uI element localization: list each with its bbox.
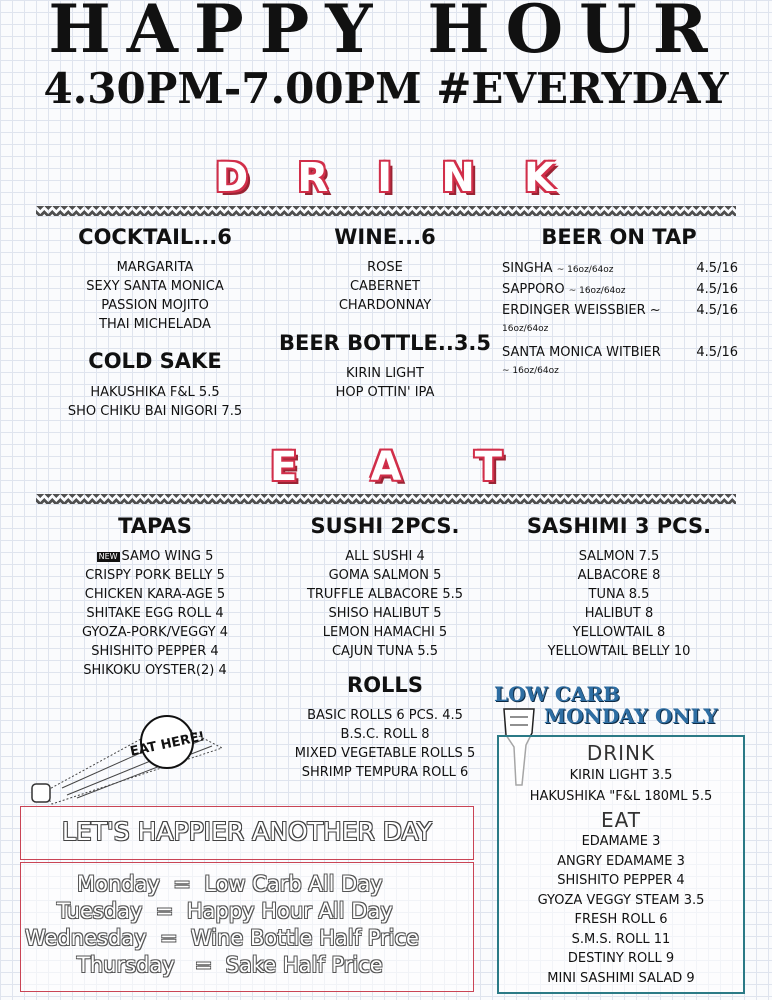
list-item: HOP OTTIN' IPA — [335, 385, 435, 400]
page-subtitle: 4.30PM-7.00PM #EVERYDAY — [43, 64, 729, 113]
list-item: YELLOWTAIL BELLY 10 — [547, 644, 691, 659]
sashimi-list — [500, 547, 738, 661]
another-day-box — [20, 862, 474, 992]
weekday-deal: Sake Half Price — [225, 953, 383, 977]
beer-price: 4.5/16 — [696, 282, 738, 297]
rolls-list — [275, 706, 495, 782]
page-title: HAPPY HOUR — [48, 0, 724, 68]
list-item: FRESH ROLL 6 — [574, 912, 668, 927]
low-carb-drink-list — [499, 766, 743, 806]
list-item: SHITAKE EGG ROLL 4 — [86, 606, 224, 621]
list-item: TRUFFLE ALBACORE 5.5 — [306, 587, 464, 602]
beer-size: ~ 16oz/64oz — [502, 366, 559, 376]
list-item: DESTINY ROLL 9 — [567, 951, 675, 966]
list-item: S.M.S. ROLL 11 — [571, 931, 671, 947]
weekday-deal: Happy Hour All Day — [186, 899, 393, 923]
drink-letter: I — [377, 155, 393, 201]
eat-letter: A — [370, 444, 402, 490]
weekday-row: Monday = Low Carb All Day — [77, 872, 383, 896]
table-row — [502, 302, 738, 338]
weekday-deal: Low Carb All Day — [204, 872, 383, 896]
another-day-title: LET'S HAPPIER ANOTHER DAY — [61, 817, 433, 846]
drink-letter: N — [441, 155, 475, 201]
low-carb-title-2: MONDAY ONLY — [544, 704, 718, 728]
list-item: ROSE — [367, 260, 403, 275]
sushi-heading: SUSHI 2PCS. — [310, 514, 460, 538]
beer-price: 4.5/16 — [696, 345, 738, 360]
list-item: CHARDONNAY — [338, 298, 432, 313]
sushi-list — [285, 547, 485, 661]
beer-size: ~ 16oz/64oz — [568, 286, 626, 296]
list-item: B.S.C. ROLL 8 — [340, 727, 430, 742]
wine-heading: WINE...6 — [334, 225, 436, 249]
list-item: MARGARITA — [116, 260, 194, 275]
weekday-name: Thursday — [77, 953, 175, 977]
list-item: ALL SUSHI 4 — [345, 549, 425, 564]
list-item: MINI SASHIMI SALAD 9 — [547, 970, 695, 986]
list-item: SALMON 7.5 — [578, 549, 660, 564]
beer-price: 4.5/16 — [696, 303, 738, 318]
list-item: GOMA SALMON 5 — [328, 568, 442, 583]
list-item: KIRIN LIGHT 3.5 — [569, 768, 673, 783]
list-item: SHISHITO PEPPER 4 — [557, 873, 685, 888]
beer-price: 4.5/16 — [696, 261, 738, 276]
beer-size: 16oz/64oz — [502, 324, 549, 334]
drink-heading — [215, 156, 555, 200]
table-row — [502, 344, 738, 380]
low-carb-box — [497, 735, 745, 994]
list-item: CHICKEN KARA-AGE 5 — [84, 587, 226, 602]
low-carb-title: LOW CARB — [494, 682, 620, 706]
list-item: BASIC ROLLS 6 PCS. 4.5 — [307, 708, 463, 723]
list-item: MIXED VEGETABLE ROLLS 5 — [294, 746, 476, 761]
list-item: SHISHITO PEPPER 4 — [91, 644, 219, 659]
weekday-row: Wednesday = Wine Bottle Half Price — [25, 926, 419, 950]
beer-size: ~ 16oz/64oz — [556, 265, 614, 275]
list-item: CRISPY PORK BELLY 5 — [85, 568, 225, 583]
list-item: GYOZA VEGGY STEAM 3.5 — [537, 892, 705, 908]
eat-heading — [270, 445, 502, 489]
weekday-name: Wednesday — [25, 926, 147, 950]
list-item: HAKUSHIKA "F&L 180ML 5.5 — [529, 789, 713, 804]
cocktail-heading: COCKTAIL...6 — [78, 225, 232, 249]
weekday-deals — [21, 871, 473, 979]
list-item: ANGRY EDAMAME 3 — [557, 853, 685, 869]
divider — [36, 206, 736, 216]
list-item: ALBACORE 8 — [577, 568, 661, 583]
beer-name: SANTA MONICA WITBIER — [502, 345, 661, 360]
beer-on-tap-table — [502, 260, 738, 382]
table-row — [502, 260, 738, 279]
beer-bottle-list — [285, 364, 485, 402]
list-item: HAKUSHIKA F&L 5.5 — [90, 385, 220, 400]
tapas-heading: TAPAS — [118, 514, 192, 538]
low-carb-eat-head: EAT — [601, 808, 641, 832]
megaphone-illustration — [22, 700, 222, 810]
low-carb-drink-head: DRINK — [586, 741, 656, 765]
drink-letter: R — [297, 155, 329, 201]
list-item: SHISO HALIBUT 5 — [328, 606, 442, 621]
list-item: NEW SAMO WING 5 — [98, 549, 214, 564]
beer-bottle-heading: BEER BOTTLE..3.5 — [278, 331, 492, 355]
drink-letter: K — [523, 155, 555, 201]
eat-here-sign: EAT HERE! — [128, 729, 207, 760]
eat-letter: T — [474, 444, 502, 490]
list-item: THAI MICHELADA — [99, 317, 211, 332]
weekday-name: Tuesday — [57, 899, 143, 923]
cocktail-list — [40, 258, 270, 334]
list-item: KIRIN LIGHT — [346, 366, 424, 381]
list-item: EDAMAME 3 — [581, 834, 661, 849]
wine-list — [285, 258, 485, 315]
beer-on-tap-heading: BEER ON TAP — [541, 225, 697, 249]
list-item: LEMON HAMACHI 5 — [322, 625, 448, 640]
beer-name: SAPPORO — [502, 282, 565, 297]
eat-letter: E — [270, 444, 298, 490]
cold-sake-list — [30, 383, 280, 421]
beer-name: SINGHA — [502, 261, 553, 276]
list-item: PASSION MOJITO — [101, 298, 209, 313]
another-day-header-box — [20, 806, 474, 860]
list-item: GYOZA-PORK/VEGGY 4 — [81, 625, 229, 640]
list-item: HALIBUT 8 — [584, 606, 654, 621]
list-item: YELLOWTAIL 8 — [572, 625, 666, 640]
beer-name: ERDINGER WEISSBIER ~ — [502, 303, 661, 318]
weekday-deal: Wine Bottle Half Price — [190, 926, 419, 950]
list-item: SHRIMP TEMPURA ROLL 6 — [301, 765, 469, 780]
list-item: SHIKOKU OYSTER(2) 4 — [83, 663, 227, 678]
drink-letter: D — [215, 155, 249, 201]
weekday-row: Tuesday = Happy Hour All Day — [57, 899, 393, 923]
list-item: CAJUN TUNA 5.5 — [331, 644, 439, 659]
rolls-heading: ROLLS — [347, 673, 423, 697]
tapas-list — [40, 547, 270, 680]
list-item: SHO CHIKU BAI NIGORI 7.5 — [67, 404, 243, 419]
cold-sake-heading: COLD SAKE — [88, 349, 222, 373]
list-item: SEXY SANTA MONICA — [86, 279, 224, 294]
list-item: CABERNET — [349, 279, 420, 294]
table-row — [502, 281, 738, 300]
low-carb-eat-list — [499, 832, 743, 988]
new-badge: NEW — [98, 551, 118, 561]
divider — [36, 494, 736, 504]
weekday-row: Thursday = Sake Half Price — [77, 953, 383, 977]
list-item: TUNA 8.5 — [588, 587, 650, 602]
sashimi-heading: SASHIMI 3 PCS. — [526, 514, 712, 538]
weekday-name: Monday — [77, 872, 160, 896]
